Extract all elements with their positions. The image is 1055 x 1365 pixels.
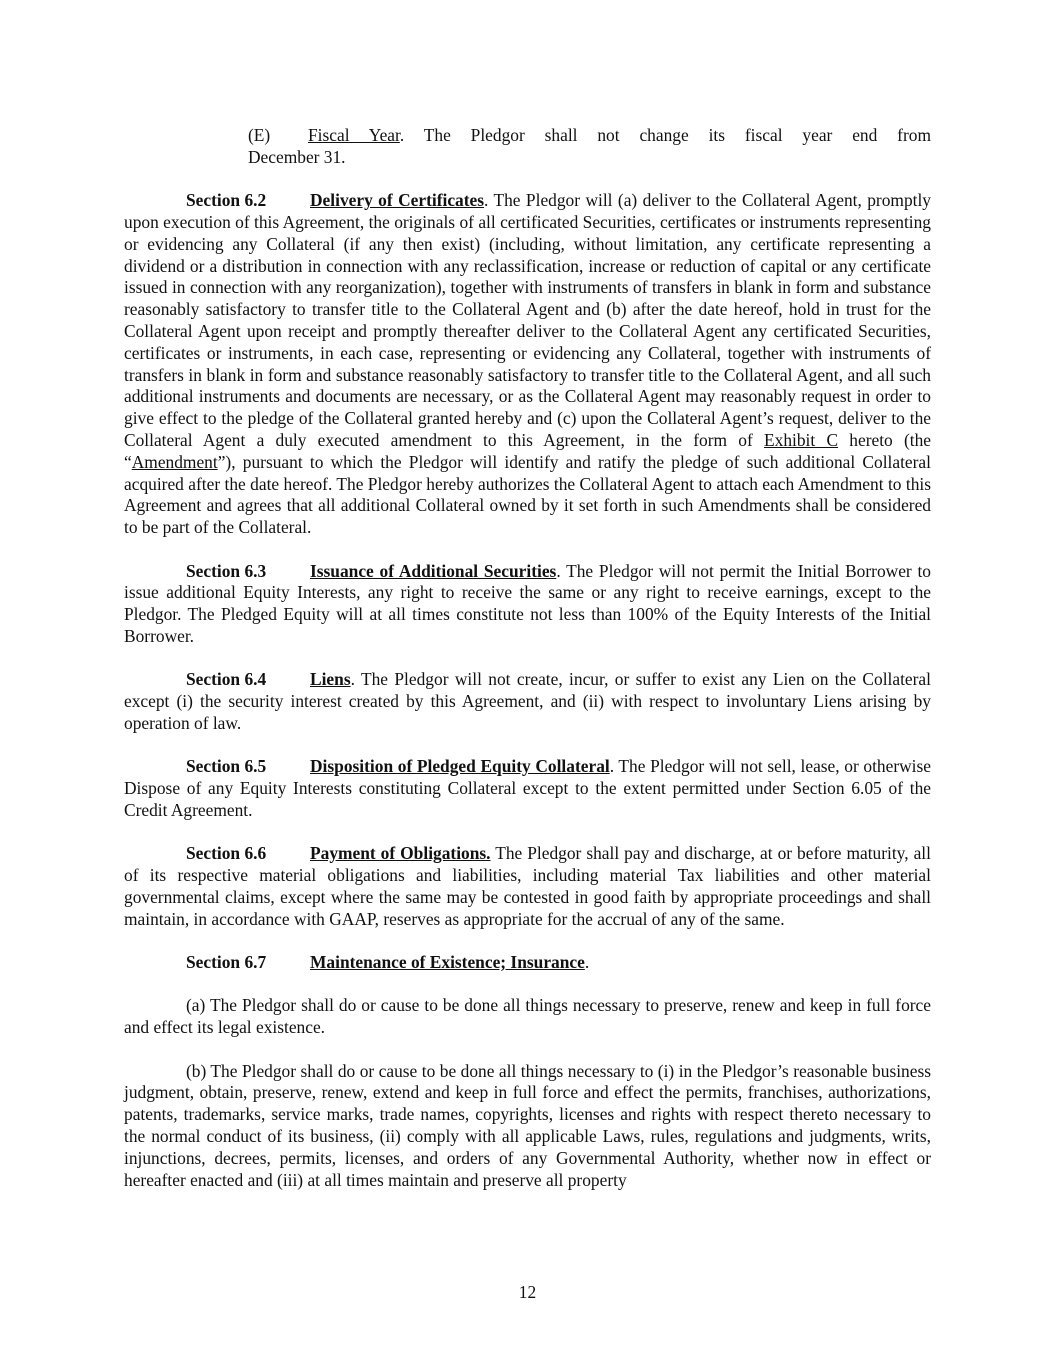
- section-6-3-number: Section 6.3: [186, 560, 267, 581]
- section-6-2-number: Section 6.2: [186, 190, 267, 211]
- section-6-6-text: The Pledgor shall pay and discharge, at or before maturity, all of its respective material obligations and liabilities, including material Tax liabilities and other material governmental claims, except where the same may be contested in good faith by appropriate proceedings and shall maintain, in accordance with GAAP, reserves as appropriate for the accrual of any of the same.: [124, 843, 931, 929]
- section-6-2-text-c: ”), pursuant to which the Pledgor will identify and ratify the pledge of such additional Collateral acquired after the date hereof. The Pledgor hereby authorizes the Collateral Agent to attach each Amendment to this Agreement and agrees that all additional Collateral owned by it set forth in such Amendments shall be considered to be part of the Collateral.: [124, 451, 931, 538]
- section-6-6-title: Payment of Obligations.: [310, 843, 491, 864]
- section-6-2-title: Delivery of Certificates: [310, 190, 485, 211]
- exhibit-c-ref: Exhibit C: [764, 429, 839, 450]
- section-6-2-text-a: . The Pledgor will (a) deliver to the Collateral Agent, promptly upon execution of this Agreement, the originals of all certificated Securities, certificates or instruments representing or evidencing any Collateral (if any then exist) (including, without limitation, any certificate representing a dividend or a distribution in connection with any reclassification, increase or reduction of capital or any certificate issued in connection with any reorganization), together with instruments of transfers in blank in form and substance reasonably satisfactory to transfer title to the Collateral Agent and (b) after the date hereof, hold in trust for the Collateral Agent upon receipt and promptly thereafter deliver to the Collateral Agent any certificated Securities, certificates or instruments, in each case, representing or evidencing any Collateral, together with instruments of transfers in blank in form and substance reasonably satisfactory to transfer title to the Collateral Agent, and all such additional instruments and documents are necessary, or as the Collateral Agent may reasonably request in order to give effect to the pledge of the Collateral granted hereby and (c) upon the Collateral Agent’s request, deliver to the Collateral Agent a duly executed amendment to this Agreement, in the form of: [124, 190, 931, 450]
- section-6-7-para-a: (a) The Pledgor shall do or cause to be done all things necessary to preserve, renew and keep in full force and effect its legal existence.: [124, 995, 931, 1038]
- section-6-2: [124, 190, 931, 539]
- clause-e: [248, 125, 931, 169]
- section-6-4-number: Section 6.4: [186, 669, 267, 690]
- section-6-7-title-end: .: [584, 952, 590, 973]
- section-6-5-text: . The Pledgor will not sell, lease, or otherwise Dispose of any Equity Interests constituting Collateral except to the extent permitted under Section 6.05 of the Credit Agreement.: [124, 756, 931, 820]
- section-6-4-title: Liens: [310, 669, 351, 690]
- document-body: [124, 125, 931, 1213]
- page-number: 12: [518, 1282, 537, 1302]
- section-6-3-text: . The Pledgor will not permit the Initial Borrower to issue additional Equity Interests, any right to receive the same or any right to receive earnings, except to the Pledgor. The Pledged Equity will at all times constitute not less than 100% of the Equity Interests of the Initial Borrower.: [124, 560, 932, 646]
- clause-e-text-2: December 31.: [248, 146, 346, 167]
- section-6-3: [124, 561, 931, 648]
- section-6-7-para-b: (b) The Pledgor shall do or cause to be done all things necessary to (i) in the Pledgor’s reasonable business judgment, obtain, preserve, renew, extend and keep in full force and effect the permits, franchises, authorizations, patents, trademarks, service marks, trade names, copyrights, licenses and rights with respect thereto necessary to the normal conduct of its business, (ii) comply with all applicable Laws, rules, regulations and judgments, writs, injunctions, decrees, permits, licenses, and orders of any Governmental Authority, whether now in effect or hereafter enacted and (iii) at all times maintain and preserve all property: [124, 1060, 931, 1190]
- section-6-4-text: . The Pledgor will not create, incur, or suffer to exist any Lien on the Collateral except (i) the security interest created by this Agreement, and (ii) with respect to involuntary Liens arising by operation of law.: [124, 669, 931, 733]
- section-6-5-title: Disposition of Pledged Equity Collateral: [310, 756, 610, 777]
- clause-e-heading: Fiscal Year: [308, 125, 400, 145]
- section-6-2-text-b: hereto (the “: [124, 429, 932, 472]
- amendment-term: Amendment: [131, 451, 218, 472]
- section-6-7-number: Section 6.7: [186, 952, 267, 973]
- section-6-7: [124, 952, 931, 974]
- section-6-6: [124, 843, 931, 930]
- clause-e-label: (E): [248, 125, 271, 145]
- section-6-7-title: Maintenance of Existence; Insurance: [310, 952, 585, 973]
- section-6-6-number: Section 6.6: [186, 843, 267, 864]
- section-6-4: [124, 669, 931, 734]
- section-6-3-title: Issuance of Additional Securities: [310, 560, 557, 581]
- section-6-5: [124, 756, 931, 821]
- section-6-5-number: Section 6.5: [186, 756, 267, 777]
- clause-e-text-1: . The Pledgor shall not change its fiscal year end from: [399, 125, 931, 145]
